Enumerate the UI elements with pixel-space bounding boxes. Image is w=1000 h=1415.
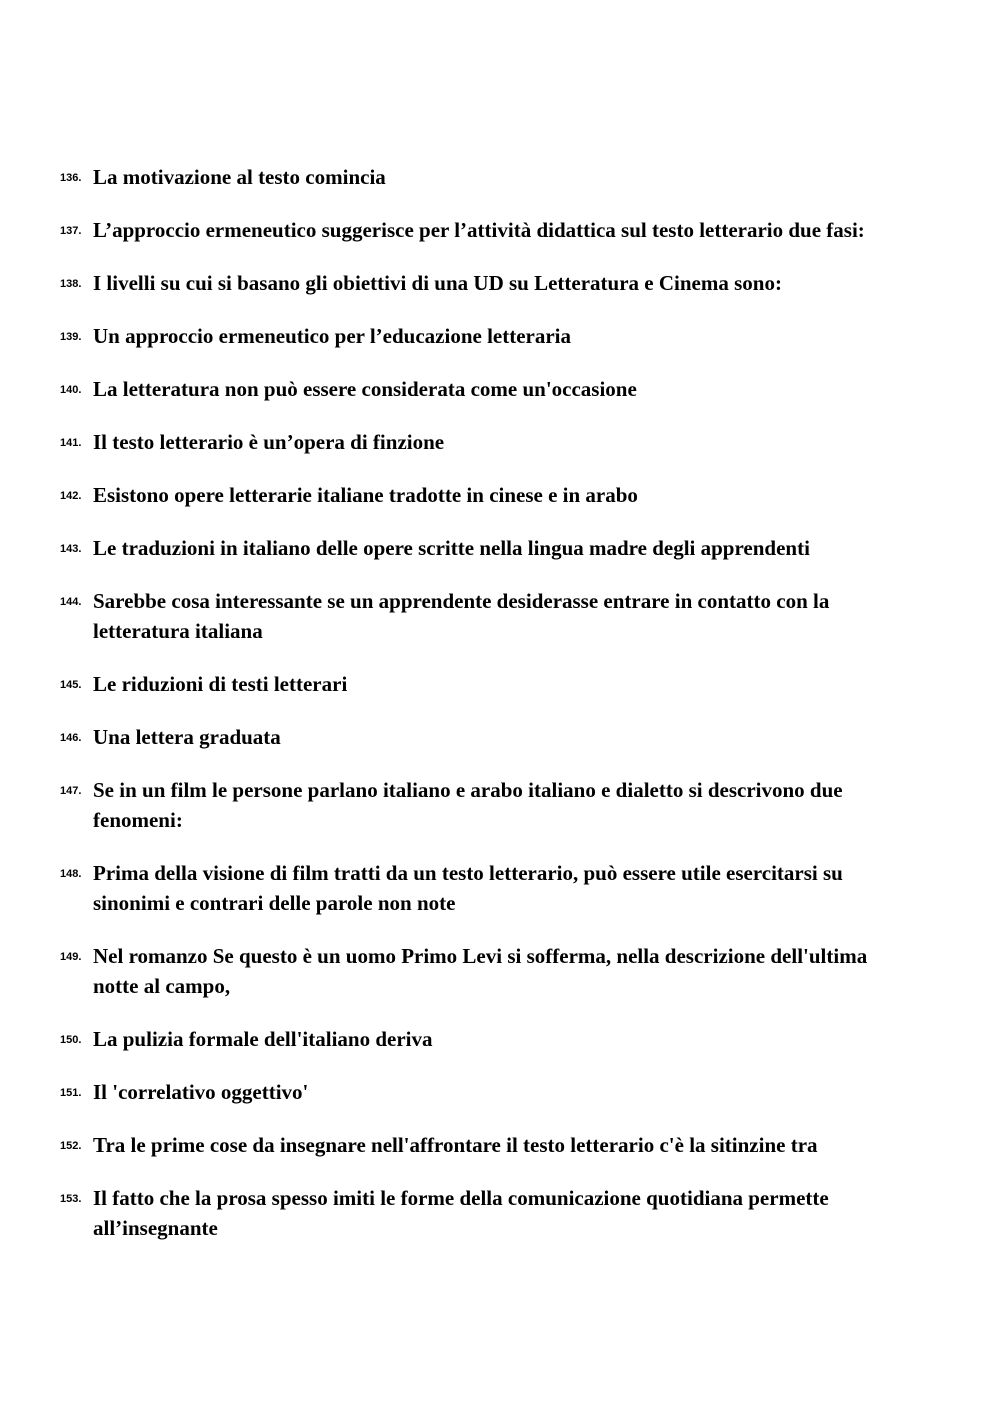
question-number: 138. — [60, 278, 82, 290]
question-text: La pulizia formale dell'italiano deriva — [93, 1027, 433, 1051]
question-text: Il fatto che la prosa spesso imiti le forme della comunicazione quotidiana permette all’insegnante — [93, 1186, 829, 1240]
question-number: 145. — [60, 679, 82, 691]
question-number: 148. — [60, 868, 82, 880]
question-number: 140. — [60, 384, 82, 396]
question-number: 141. — [60, 437, 82, 449]
question-item — [60, 669, 880, 699]
question-item — [60, 1183, 880, 1243]
question-number: 153. — [60, 1193, 82, 1205]
question-text: Sarebbe cosa interessante se un apprendente desiderasse entrare in contatto con la letteratura italiana — [93, 589, 830, 643]
question-item — [60, 215, 880, 245]
question-number: 142. — [60, 490, 82, 502]
question-number: 146. — [60, 732, 82, 744]
question-text: Prima della visione di film tratti da un testo letterario, può essere utile esercitarsi su sinonimi e contrari delle parole non note — [93, 861, 843, 915]
question-item — [60, 775, 880, 835]
question-number: 149. — [60, 951, 82, 963]
question-text: La motivazione al testo comincia — [93, 165, 386, 189]
question-text: La letteratura non può essere considerata come un'occasione — [93, 377, 637, 401]
question-number: 137. — [60, 225, 82, 237]
question-item — [60, 162, 880, 192]
question-text: Il testo letterario è un’opera di finzione — [93, 430, 445, 454]
question-item — [60, 1130, 880, 1160]
question-text: Le traduzioni in italiano delle opere scritte nella lingua madre degli apprendenti — [93, 536, 810, 560]
question-text: I livelli su cui si basano gli obiettivi di una UD su Letteratura e Cinema sono: — [93, 271, 782, 295]
question-text: Esistono opere letterarie italiane tradotte in cinese e in arabo — [93, 483, 638, 507]
question-item — [60, 941, 880, 1001]
question-text: Un approccio ermeneutico per l’educazione letteraria — [93, 324, 572, 348]
question-item — [60, 1024, 880, 1054]
question-item — [60, 480, 880, 510]
question-item — [60, 858, 880, 918]
question-number: 139. — [60, 331, 82, 343]
question-item — [60, 321, 880, 351]
question-text: L’approccio ermeneutico suggerisce per l’attività didattica sul testo letterario due fasi: — [93, 218, 865, 242]
question-number: 143. — [60, 543, 82, 555]
question-text: Le riduzioni di testi letterari — [93, 672, 348, 696]
question-item — [60, 1077, 880, 1107]
question-item — [60, 268, 880, 298]
question-item — [60, 533, 880, 563]
question-number: 151. — [60, 1087, 82, 1099]
question-text: Una lettera graduata — [93, 725, 281, 749]
question-number: 144. — [60, 596, 82, 608]
question-number: 136. — [60, 172, 82, 184]
question-text: Il 'correlativo oggettivo' — [93, 1080, 309, 1104]
question-item — [60, 586, 880, 646]
question-item — [60, 374, 880, 404]
question-number: 152. — [60, 1140, 82, 1152]
question-text: Tra le prime cose da insegnare nell'affrontare il testo letterario c'è la sitinzine tra — [93, 1133, 818, 1157]
question-number: 147. — [60, 785, 82, 797]
question-text: Nel romanzo Se questo è un uomo Primo Levi si sofferma, nella descrizione dell'ultima notte al campo, — [93, 944, 868, 998]
question-text: Se in un film le persone parlano italiano e arabo italiano e dialetto si descrivono due fenomeni: — [93, 778, 843, 832]
question-item — [60, 722, 880, 752]
question-number: 150. — [60, 1034, 82, 1046]
question-item — [60, 427, 880, 457]
question-list — [60, 162, 880, 1266]
